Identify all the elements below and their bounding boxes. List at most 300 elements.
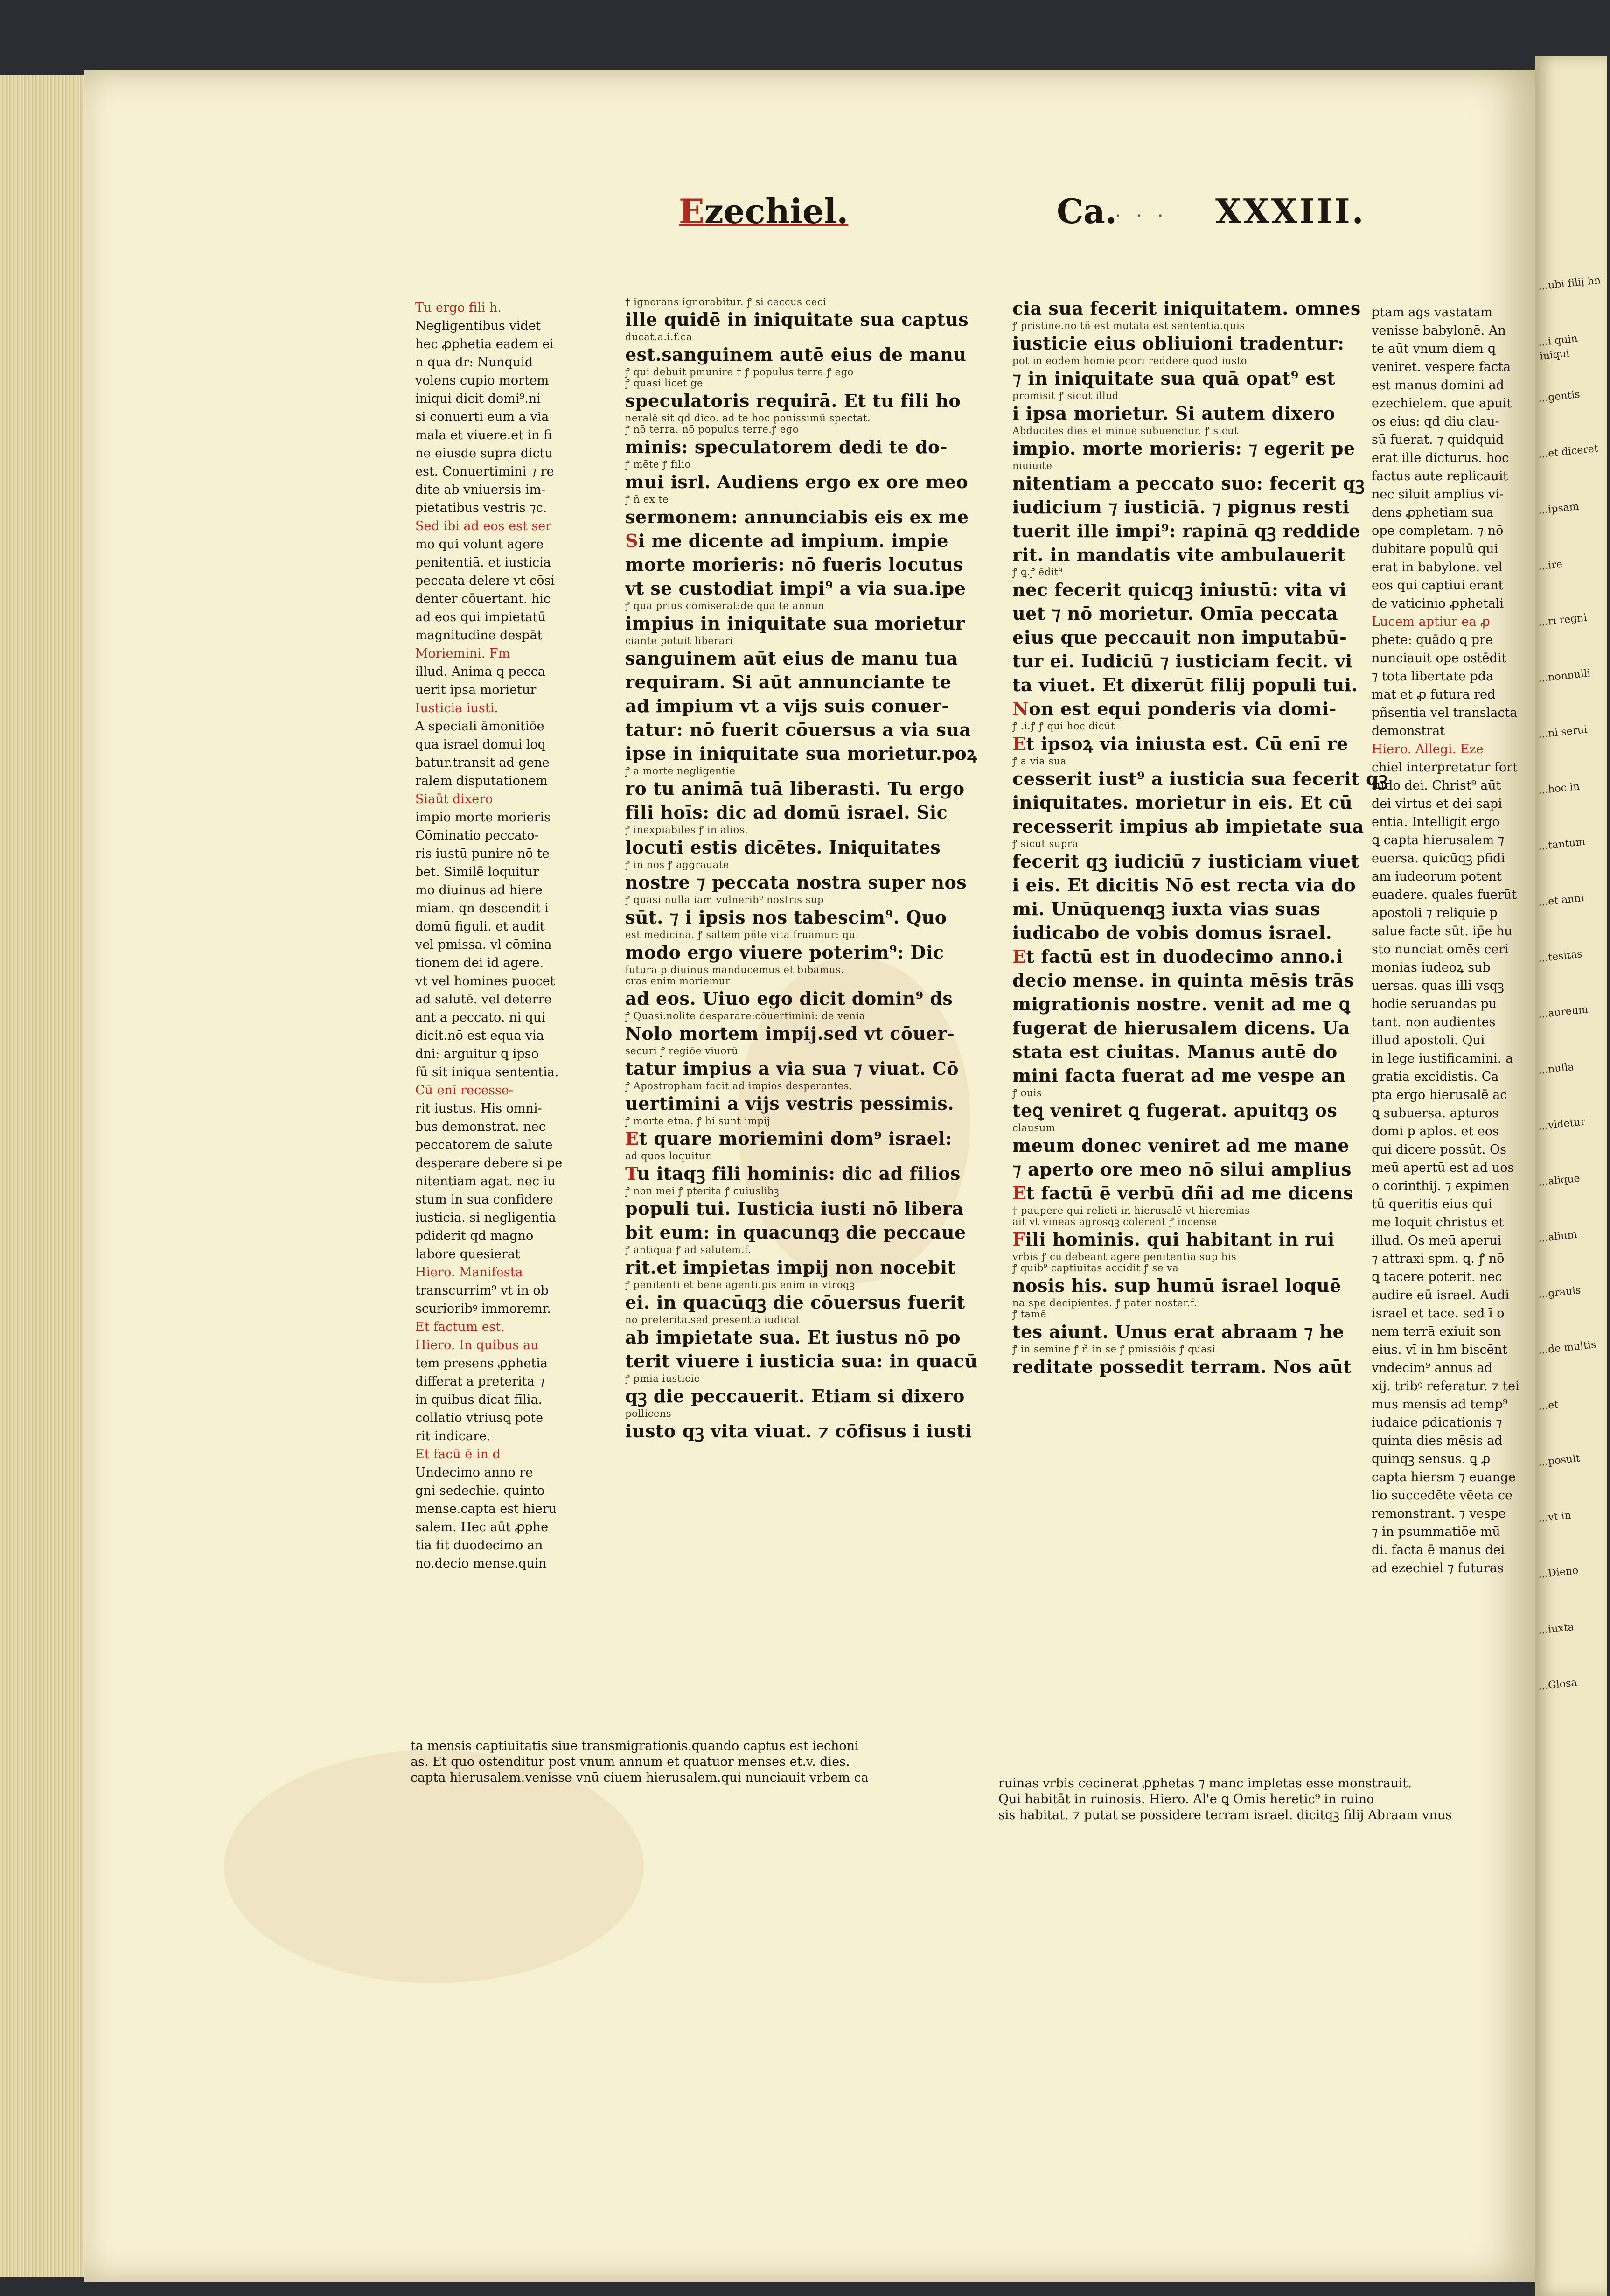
text-line: ⁊ in iniquitate sua quā opat⁹ est xyxy=(1012,368,1336,389)
gloss-line: dens ꝓphetiam sua xyxy=(1372,505,1494,520)
gloss-line: veniret. vespere facta xyxy=(1372,360,1511,374)
gloss-line: ⁊ in psummatiōe mū xyxy=(1372,1525,1500,1539)
rubricated-initial: E xyxy=(1012,946,1026,967)
text-line: modo ergo viuere poterim⁹: Dic xyxy=(625,942,944,963)
gloss-line: ad eos qui impietatū xyxy=(415,610,546,624)
rubricated-initial: E xyxy=(1012,1183,1026,1204)
text-line: ꝭ Quasi.nolite desparare:cōuertimini: de venia xyxy=(625,1010,865,1022)
text-line: nostre ⁊ peccata nostra super nos xyxy=(625,872,967,893)
gloss-line: o corinthij. ⁊ expimen xyxy=(1372,1179,1510,1193)
next-page-fragment: ...nonnulli xyxy=(1538,667,1591,685)
gloss-line: Iusticia iusti. xyxy=(415,701,498,715)
gloss-line: ptam ags vastatam xyxy=(1372,305,1492,320)
gloss-line: ope completam. ⁊ nō xyxy=(1372,524,1504,538)
gloss-line: pietatibus vestris ⁊c. xyxy=(415,501,547,515)
gloss-line: fū sit iniqua sententia. xyxy=(415,1065,559,1079)
gloss-line: iudaice ꝑdicationis ⁊ xyxy=(1372,1415,1502,1430)
gloss-line: bet. Similē loquitur xyxy=(415,865,539,879)
text-line: ꝭ inexpiabiles ꝭ in alios. xyxy=(625,824,748,835)
gloss-line: ⁊ tota libertate pda xyxy=(1372,669,1494,684)
gloss-line: gratia excidistis. Ca xyxy=(1372,1070,1499,1084)
text-line: tatur impius a via sua ⁊ viuat. Cō xyxy=(625,1058,959,1079)
text-line: ꝭ quib⁹ captiuitas accidit ꝭ se va xyxy=(1012,1262,1179,1274)
text-line: bit eum: in quacunqꝫ die peccaue xyxy=(625,1222,966,1243)
gloss-line: nem terrā exiuit son xyxy=(1372,1324,1501,1339)
gloss-line: qua israel domui loq xyxy=(415,737,546,752)
gloss-line: lio succedēte vēeta ce xyxy=(1372,1488,1513,1503)
text-line: vt se custodiat impi⁹ a via sua.ipe xyxy=(625,578,966,599)
gloss-line: ezechielem. que apuit xyxy=(1372,396,1512,411)
gloss-line: n qua dr: Nunquid xyxy=(415,355,533,370)
gloss-line: ruinas vrbis cecinerat ꝓphetas ⁊ manc impletas esse monstrauit. xyxy=(998,1776,1412,1791)
gloss-line: ralem disputationem xyxy=(415,774,548,788)
text-line: cesserit iust⁹ a iusticia sua fecerit qꝫ xyxy=(1012,768,1388,789)
gloss-line: iniqui dicit domi⁹.ni xyxy=(415,392,541,406)
text-line: iusto qꝫ vita viuat. ⁊ cōfisus i iusti xyxy=(625,1421,972,1442)
gloss-line: venisse babylonē. An xyxy=(1372,323,1506,338)
gloss-line: Moriemini. Fm xyxy=(415,646,510,661)
next-page-fragment: ...et diceret xyxy=(1538,442,1599,461)
text-line: ille quidē in iniquitate sua captus xyxy=(625,309,969,330)
gloss-line: ad ezechiel ⁊ futuras xyxy=(1372,1561,1504,1575)
text-line: ciante potuit liberari xyxy=(625,635,733,646)
gloss-line: Et factum est. xyxy=(415,1320,505,1334)
next-page-fragment: ...ubi filij hn xyxy=(1538,274,1602,293)
gloss-line: Sed ibi ad eos est ser xyxy=(415,519,552,533)
text-line: est.sanguinem autē eius de manu xyxy=(625,344,967,365)
gloss-line: Hiero. Manifesta xyxy=(415,1265,523,1280)
gloss-line: sū fuerat. ⁊ quidquid xyxy=(1372,433,1504,447)
gloss-line: factus aute replicauit xyxy=(1372,469,1508,483)
next-page-fragment: ...de multis xyxy=(1538,1338,1597,1357)
text-line: Abducites dies et minue subuenctur. ꝭ sicut xyxy=(1012,425,1239,436)
text-line: tuerit ille impi⁹: rapinā qꝫ reddide xyxy=(1012,520,1360,541)
gloss-line: hodie seruandas pu xyxy=(1372,997,1497,1011)
text-line: cras enim moriemur xyxy=(625,975,731,987)
text-line: ꝭ quasi nulla iam vulnerib⁹ nostris sup xyxy=(625,894,824,905)
text-line: ab impietate sua. Et iustus nō po xyxy=(625,1327,961,1348)
next-page-fragment: ...i quin iniqui xyxy=(1538,333,1578,363)
gloss-line: tem presens ꝓphetia xyxy=(415,1356,548,1371)
text-line: decio mense. in quinta mēsis trās xyxy=(1012,970,1354,991)
text-line: ꝭ a morte negligentie xyxy=(625,765,736,777)
text-line: terit viuere i iusticia sua: in quacū xyxy=(625,1351,978,1372)
text-line: ꝭ ouis xyxy=(1012,1087,1042,1099)
text-line: ꝭ qui debuit pmunire † ꝭ populus terre ꝭ ego xyxy=(625,366,854,378)
next-page-edge xyxy=(1535,56,1607,2296)
gloss-line: apostoli ⁊ reliquie p xyxy=(1372,906,1498,920)
next-page-fragment: ...gentis xyxy=(1538,388,1581,405)
text-line: cia sua fecerit iniquitatem. omnes xyxy=(1012,298,1361,319)
gloss-line: ad salutē. vel deterre xyxy=(415,992,552,1007)
gloss-line: Cōminatio peccato- xyxy=(415,828,539,843)
gloss-line: os eius: qd diu clau- xyxy=(1372,414,1499,429)
gloss-line: euersa. quicūqꝫ pfidi xyxy=(1372,851,1505,866)
text-line: Et factū est in duodecimo anno.i xyxy=(1012,946,1343,967)
gloss-line: salem. Hec aūt ꝓphe xyxy=(415,1520,549,1534)
gloss-line: me loquit christus et xyxy=(1372,1215,1504,1230)
text-line: ꝭ .i.ꝭ ꝭ qui hoc dicūt xyxy=(1012,721,1115,732)
next-page-fragment: ...hoc in xyxy=(1538,780,1581,797)
text-line: ad eos. Uiuo ego dicit domin⁹ ds xyxy=(625,988,953,1009)
text-line: ꝭ in semine ꝭ ñ in se ꝭ pmissiōis ꝭ quasi xyxy=(1012,1344,1216,1355)
text-line: reditate possedit terram. Nos aūt xyxy=(1012,1356,1352,1377)
text-line: Et factū ē verbū dñi ad me dicens xyxy=(1012,1183,1354,1204)
gloss-line: rit iustus. His omni- xyxy=(415,1101,542,1116)
running-title-dots: · · · xyxy=(1115,205,1168,227)
gloss-line: nunciauit ope ostēdit xyxy=(1372,651,1507,665)
gloss-line: penitentiā. et iusticia xyxy=(415,555,551,570)
rubricated-initial: N xyxy=(1012,698,1029,719)
gloss-line: si conuerti eum a via xyxy=(415,410,549,424)
gloss-line: collatio vtriusꝗ pote xyxy=(415,1411,544,1425)
text-line: † paupere qui relicti in hierusalē vt hieremias xyxy=(1012,1205,1250,1216)
gloss-line: gni sedechie. quinto xyxy=(415,1484,545,1498)
text-line: ad impium vt a vijs suis conuer- xyxy=(625,695,949,716)
gloss-line: iusticia. si negligentia xyxy=(415,1211,556,1225)
gloss-line: miam. qn descendit i xyxy=(415,901,549,916)
gloss-line: transcurrim⁹ vt in ob xyxy=(415,1283,549,1298)
text-line: impius in iniquitate sua morietur xyxy=(625,613,965,634)
gloss-line: est manus domini ad xyxy=(1372,378,1504,392)
text-line: populi tui. Iusticia iusti nō libera xyxy=(625,1198,964,1219)
next-page-fragment: ...ire xyxy=(1538,558,1563,573)
gloss-line: illud. Anima ꝗ pecca xyxy=(415,665,545,679)
rubricated-initial: E xyxy=(1012,733,1026,754)
text-line: sermonem: annunciabis eis ex me xyxy=(625,506,969,527)
gloss-line: differat a preterita ⁊ xyxy=(415,1374,545,1389)
gloss-line: demonstrat xyxy=(1372,724,1445,738)
gloss-line: A speciali āmonitiōe xyxy=(415,719,544,734)
gloss-line: desperare debere si pe xyxy=(415,1156,563,1170)
text-line: Fili hominis. qui habitant in rui xyxy=(1012,1229,1335,1250)
text-line: fili hoīs: dic ad domū israel. Sic xyxy=(625,802,948,823)
gloss-line: pta ergo hierusalē ac xyxy=(1372,1088,1507,1102)
text-line: mini facta fuerat ad me vespe an xyxy=(1012,1065,1346,1086)
gloss-line: Tu ergo fili h. xyxy=(415,301,502,315)
gloss-line: tionem dei id agere. xyxy=(415,956,544,970)
gloss-line: qui dicere possūt. Os xyxy=(1372,1142,1507,1157)
gloss-line: no.decio mense.quin xyxy=(415,1556,547,1571)
text-line: ait vt vineas agrosqꝫ colerent ꝭ incense xyxy=(1012,1216,1217,1227)
gloss-line: capta hierusalem.venisse vnū ciuem hierusalem.qui nunciauit vrbem ca xyxy=(411,1771,869,1785)
gloss-line: salue facte sūt. ip̄e hu xyxy=(1372,924,1512,938)
gloss-line: dei virtus et dei sapi xyxy=(1372,797,1502,811)
text-line: uet ⁊ nō morietur. Omīa peccata xyxy=(1012,603,1338,624)
text-line: tes aiunt. Unus erat abraam ⁊ he xyxy=(1012,1321,1345,1342)
next-page-fragment: ...posuit xyxy=(1538,1452,1581,1469)
gloss-line: dicit.nō est equa via xyxy=(415,1029,544,1043)
next-page-fragment: ...ipsam xyxy=(1538,500,1580,517)
gloss-line: ta mensis captiuitatis siue transmigrationis.quando captus est iechoni xyxy=(411,1739,859,1753)
text-line: ipse in iniquitate sua morietur.poꝝ xyxy=(625,743,977,764)
gloss-line: nec siluit amplius vi- xyxy=(1372,487,1504,502)
text-line: ꝭ quā prius cōmiserat:de qua te annun xyxy=(625,600,825,611)
text-line: vrbis ꝭ cū debeant agere penitentiā sup his xyxy=(1012,1251,1237,1262)
rubricated-initial: S xyxy=(625,530,638,551)
gloss-line: xij. tribꝰ referatur. ⁊ tei xyxy=(1372,1379,1519,1393)
gloss-line: denter cōuertant. hic xyxy=(415,592,551,606)
bottom-gloss-right xyxy=(998,1776,1484,1823)
text-line: ꝭ nō terra. nō populus terre.ꝭ ego xyxy=(625,424,799,435)
text-line: niuiuite xyxy=(1012,460,1052,471)
text-line: ꝭ penitenti et bene agenti.pis enim in vtroqꝫ xyxy=(625,1279,855,1290)
gloss-line: pdiderit qd magno xyxy=(415,1229,534,1243)
gloss-line: tant. non audientes xyxy=(1372,1015,1496,1029)
text-line: pollicens xyxy=(625,1408,672,1419)
glossa-right-column xyxy=(1372,303,1519,1577)
text-line: fecerit qꝫ iudiciū ⁊ iusticiam viuet xyxy=(1012,851,1359,872)
text-line: morte morieris: nō fueris locutus xyxy=(625,554,963,575)
next-page-fragment: ...ri regni xyxy=(1538,612,1588,629)
gloss-line: erat in babylone. vel xyxy=(1372,560,1503,574)
glossa-left-column xyxy=(415,299,583,1573)
text-line: mui isrl. Audiens ergo ex ore meo xyxy=(625,471,969,492)
text-line: ꝭ pristine.nō tñ est mutata est sententia.quis xyxy=(1012,320,1245,331)
gloss-line: sis habitat. ⁊ putat se possidere terram israel. dicitqꝫ filij Abraam vnus xyxy=(998,1808,1452,1822)
next-page-fragment: ...aureum xyxy=(1538,1003,1589,1021)
text-line: Tu itaqꝫ fili hominis: dic ad filios xyxy=(625,1163,961,1184)
gloss-line: est. Conuertimini ⁊ re xyxy=(415,464,554,479)
gloss-line: quinta dies mēsis ad xyxy=(1372,1434,1503,1448)
gloss-line: ꝗ capta hierusalem ⁊ xyxy=(1372,833,1505,847)
gloss-line: uerit ipsa morietur xyxy=(415,683,537,697)
next-page-fragment: ...ni serui xyxy=(1538,723,1588,741)
gloss-line: Siaūt dixero xyxy=(415,792,493,806)
text-line: est medicina. ꝭ saltem pñte vita fruamur: qui xyxy=(625,929,859,940)
gloss-line: ⁊ attraxi spm. ꝗ. ꝭ nō xyxy=(1372,1252,1505,1266)
gloss-line: Negligentibus videt xyxy=(415,319,541,333)
text-line: migrationis nostre. venit ad me ꝗ xyxy=(1012,994,1351,1015)
text-line: eius que peccauit non imputabū- xyxy=(1012,627,1347,648)
text-line: clausum xyxy=(1012,1122,1056,1134)
gloss-line: audire eū israel. Audi xyxy=(1372,1288,1509,1302)
gloss-line: remonstrant. ⁊ vespe xyxy=(1372,1506,1506,1521)
rubricated-initial: T xyxy=(625,1163,637,1184)
gloss-line: Undecimo anno re xyxy=(415,1465,533,1480)
text-line: rit.et impietas impij non nocebit xyxy=(625,1257,956,1278)
text-line: ꝭ Apostropham facit ad impios desperantes. xyxy=(625,1080,853,1092)
gloss-line: mus mensis ad temp⁹ xyxy=(1372,1397,1508,1412)
gloss-line: tudo dei. Christ⁹ aūt xyxy=(1372,778,1501,793)
next-page-fragment: ...nulla xyxy=(1538,1061,1575,1077)
text-line: requiram. Si aūt annunciante te xyxy=(625,672,952,693)
gloss-line: domi p aplos. et eos xyxy=(1372,1124,1499,1139)
text-line: speculatoris requirā. Et tu fili ho xyxy=(625,390,961,411)
next-page-fragment: ...et anni xyxy=(1538,892,1585,909)
text-line: minis: speculatorem dedi te do- xyxy=(625,436,948,457)
next-page-fragment: ...Glosa xyxy=(1538,1677,1578,1693)
next-page-fragment: ...iuxta xyxy=(1538,1621,1575,1637)
text-line: iudicium ⁊ iusticiā. ⁊ pignus resti xyxy=(1012,497,1350,518)
next-page-fragment: ...alique xyxy=(1538,1172,1581,1189)
text-line: ta viuet. Et dixerūt filij populi tui. xyxy=(1012,674,1358,695)
text-line: mi. Unūquenqꝫ iuxta vias suas xyxy=(1012,898,1321,919)
text-line: ꝭ non mei ꝭ pterita ꝭ cuiuslibꝫ xyxy=(625,1185,780,1197)
gloss-line: capta hiersm ⁊ euange xyxy=(1372,1470,1516,1484)
gloss-line: mo qui volunt agere xyxy=(415,537,544,552)
text-line: sanguinem aūt eius de manu tua xyxy=(625,648,958,669)
gloss-line: euadere. quales fuerūt xyxy=(1372,888,1517,902)
gloss-line: impio morte morieris xyxy=(415,810,551,825)
text-line: na spe decipientes. ꝭ pater noster.f. xyxy=(1012,1297,1198,1309)
gloss-line: mense.capta est hieru xyxy=(415,1502,557,1516)
gloss-line: Hiero. In quibus au xyxy=(415,1338,539,1352)
text-line: futurā p diuinus manducemus et bibamus. xyxy=(625,964,844,975)
next-page-fragment: ...grauis xyxy=(1538,1284,1582,1301)
text-line: tur ei. Iudiciū ⁊ iusticiam fecit. vi xyxy=(1012,651,1352,672)
text-line: promisit ꝭ sicut illud xyxy=(1012,390,1119,401)
gloss-line: pñsentia vel translacta xyxy=(1372,706,1518,720)
text-line: Et quare moriemini dom⁹ israel: xyxy=(625,1128,952,1149)
text-line: impio. morte morieris: ⁊ egerit pe xyxy=(1012,438,1355,459)
text-line: iudicabo de vobis domus israel. xyxy=(1012,922,1332,943)
text-line: ꝭ in nos ꝭ aggrauate xyxy=(625,859,729,870)
gloss-line: ne eiusde supra dictu xyxy=(415,446,553,461)
gloss-line: in quibus dicat fīlia. xyxy=(415,1393,543,1407)
gloss-line: peccata delere vt cōsi xyxy=(415,574,555,588)
text-line: † ignorans ignorabitur. ꝭ si ceccus ceci xyxy=(625,296,827,308)
text-line: neralē sit qd dico. ad te hoc ponissimū spectat. xyxy=(625,413,871,424)
text-line: ꝭ morte etna. ꝭ hi sunt impij xyxy=(625,1115,771,1127)
text-line: ꝭ ñ ex te xyxy=(625,494,669,505)
gloss-line: ꝗ tacere poterit. nec xyxy=(1372,1270,1502,1284)
gloss-line: Et facū ē in d xyxy=(415,1447,501,1462)
gloss-line: eius. vī in hm biscēnt xyxy=(1372,1343,1507,1357)
gloss-line: magnitudine despāt xyxy=(415,628,543,643)
text-line: iusticie eius obliuioni tradentur: xyxy=(1012,333,1345,354)
text-line: sūt. ⁊ i ipsis nos tabescim⁹. Quo xyxy=(625,907,947,928)
biblical-text-column-right xyxy=(1012,296,1388,1379)
text-line: securi ꝭ regiōe viuorū xyxy=(625,1045,739,1057)
gloss-line: ant a peccato. ni qui xyxy=(415,1010,545,1025)
gloss-line: tia fit duodecimo an xyxy=(415,1538,543,1553)
text-line: nosis his. sup humū israel loquē xyxy=(1012,1275,1341,1296)
gloss-line: ꝗ subuersa. apturos xyxy=(1372,1106,1499,1120)
text-line: teꝗ veniret ꝗ fugerat. apuitqꝫ os xyxy=(1012,1100,1338,1121)
gloss-line: batur.transit ad gene xyxy=(415,756,550,770)
text-line: meum donec veniret ad me mane xyxy=(1012,1135,1350,1156)
gloss-line: de vaticinio ꝓphetali xyxy=(1372,596,1504,611)
gloss-line: mat et ꝓ futura red xyxy=(1372,687,1496,702)
gloss-line: Qui habitāt in ruinosis. Hiero. Al'e ꝗ Omis heretic⁹ in ruino xyxy=(998,1792,1374,1806)
text-line: ducat.a.i.f.ca xyxy=(625,331,692,343)
text-line: tatur: nō fuerit cōuersus a via sua xyxy=(625,719,971,740)
text-line: nō preterita.sed presentia iudicat xyxy=(625,1314,800,1325)
gloss-line: erat ille dicturus. hoc xyxy=(1372,451,1509,465)
gloss-line: peccatorem de salute xyxy=(415,1138,553,1152)
biblical-text-column-left xyxy=(625,296,978,1443)
text-line: ꝭ antiqua ꝭ ad salutem.f. xyxy=(625,1244,752,1255)
text-line: ei. in quacūqꝫ die cōuersus fuerit xyxy=(625,1292,965,1313)
gloss-line: meū apertū est ad uos xyxy=(1372,1161,1514,1175)
gloss-line: di. facta ē manus dei xyxy=(1372,1543,1505,1557)
gloss-line: in lege iustificamini. a xyxy=(1372,1051,1513,1066)
gloss-line: labore quesierat xyxy=(415,1247,520,1261)
text-line: ⁊ aperto ore meo nō silui amplius xyxy=(1012,1159,1352,1180)
next-page-fragment: ...tantum xyxy=(1538,836,1586,853)
gloss-line: domū figuli. et audit xyxy=(415,919,545,934)
gloss-line: illud. Os meū aperui xyxy=(1372,1233,1502,1248)
gloss-line: dubitare populū qui xyxy=(1372,542,1498,556)
gloss-line: volens cupio mortem xyxy=(415,373,549,388)
gloss-line: ris iustū punire nō te xyxy=(415,847,550,861)
gloss-line: vt vel homines puocet xyxy=(415,974,555,988)
text-line: ꝭ tamē xyxy=(1012,1309,1046,1320)
next-page-fragment: ...vt in xyxy=(1538,1509,1572,1525)
text-line: nec fecerit quicqꝫ iniustū: vita vi xyxy=(1012,579,1347,600)
text-line: uertimini a vijs vestris pessimis. xyxy=(625,1093,955,1114)
gloss-line: hec ꝓphetia eadem ei xyxy=(415,337,554,351)
gloss-line: nitentiam agat. nec iu xyxy=(415,1174,556,1189)
text-line: ad quos loquitur. xyxy=(625,1150,713,1162)
gloss-line: mo diuinus ad hiere xyxy=(415,883,543,897)
bottom-gloss-left xyxy=(411,1738,947,1786)
text-line: ꝭ mēte ꝭ filio xyxy=(625,459,691,470)
gloss-line: stum in sua confidere xyxy=(415,1192,553,1207)
text-line: locuti estis dicētes. Iniquitates xyxy=(625,837,941,858)
rubricated-initial: F xyxy=(1012,1229,1025,1250)
gloss-line: vndecim⁹ annus ad xyxy=(1372,1361,1492,1375)
running-title-chapter-label: Ca. xyxy=(1057,191,1117,231)
gloss-line: eos qui captiui erant xyxy=(1372,578,1504,593)
gloss-line: entia. Intelligit ergo xyxy=(1372,815,1500,829)
text-line: Nolo mortem impij.sed vt cōuer- xyxy=(625,1023,955,1044)
text-line: recesserit impius ab impietate sua xyxy=(1012,816,1364,837)
gloss-line: Hiero. Allegi. Eze xyxy=(1372,742,1484,756)
text-line: Et ipsoꝝ via iniusta est. Cū enī re xyxy=(1012,733,1348,754)
text-line: iniquitates. morietur in eis. Et cū xyxy=(1012,792,1353,813)
gloss-line: bus demonstrat. nec xyxy=(415,1120,546,1134)
gloss-line: scurioribꝰ immoremr. xyxy=(415,1302,551,1316)
gloss-line: uersas. quas illi vsqꝫ xyxy=(1372,979,1504,993)
text-line: ꝭ sicut supra xyxy=(1012,838,1079,849)
gloss-line: te aūt vnum diem ꝗ xyxy=(1372,342,1496,356)
gloss-line: sto nunciat omēs ceri xyxy=(1372,942,1509,957)
next-page-fragment: ...tesitas xyxy=(1538,948,1583,965)
running-title-chapter-number: XXXIII. xyxy=(1215,191,1366,231)
text-line: ro tu animā tuā liberasti. Tu ergo xyxy=(625,778,965,799)
gloss-line: vel pmissa. vl cōmina xyxy=(415,938,552,952)
gloss-line: monias iudeoꝝ sub xyxy=(1372,960,1491,975)
next-page-fragment: ...videtur xyxy=(1538,1116,1586,1133)
text-line: pōt in eodem homie pcōri reddere quod iusto xyxy=(1012,355,1248,366)
gloss-line: dite ab vniuersis im- xyxy=(415,483,546,497)
text-line: qꝫ die peccauerit. Etiam si dixero xyxy=(625,1386,965,1407)
gloss-line: as. Et quo ostenditur post vnum annum et quatuor menses et.v. dies. xyxy=(411,1755,850,1769)
gloss-line: israel et tace. sed ī o xyxy=(1372,1306,1505,1321)
text-line: ꝭ a via sua xyxy=(1012,756,1066,767)
next-page-fragment: ...alium xyxy=(1538,1229,1578,1245)
running-title-book: Ezechiel. xyxy=(679,191,849,231)
next-page-fragment: ...Dieno xyxy=(1538,1564,1579,1581)
text-line: ꝭ quasi licet ge xyxy=(625,378,703,389)
text-line: i eis. Et dicitis Nō est recta via do xyxy=(1012,875,1356,896)
gloss-line: dni: arguitur ꝗ ipso xyxy=(415,1047,539,1061)
gloss-line: phete: quādo ꝗ pre xyxy=(1372,633,1493,647)
gloss-line: quinqꝫ sensus. ꝗ ꝓ xyxy=(1372,1452,1491,1466)
gloss-line: am iudeorum potent xyxy=(1372,869,1502,884)
gloss-line: tū queritis eius qui xyxy=(1372,1197,1492,1211)
gloss-line: chiel interpretatur fort xyxy=(1372,760,1518,775)
text-line: ꝭ ꝗ.ꝭ ēdit⁹ xyxy=(1012,567,1063,578)
gloss-line: illud apostoli. Qui xyxy=(1372,1033,1485,1048)
text-line: Non est equi ponderis via domi- xyxy=(1012,698,1337,719)
text-line: rit. in mandatis vite ambulauerit xyxy=(1012,544,1345,565)
gloss-line: Cū enī recesse- xyxy=(415,1083,514,1098)
text-line: fugerat de hierusalem dicens. Ua xyxy=(1012,1017,1350,1038)
text-line: ꝭ pmia iusticie xyxy=(625,1373,700,1384)
